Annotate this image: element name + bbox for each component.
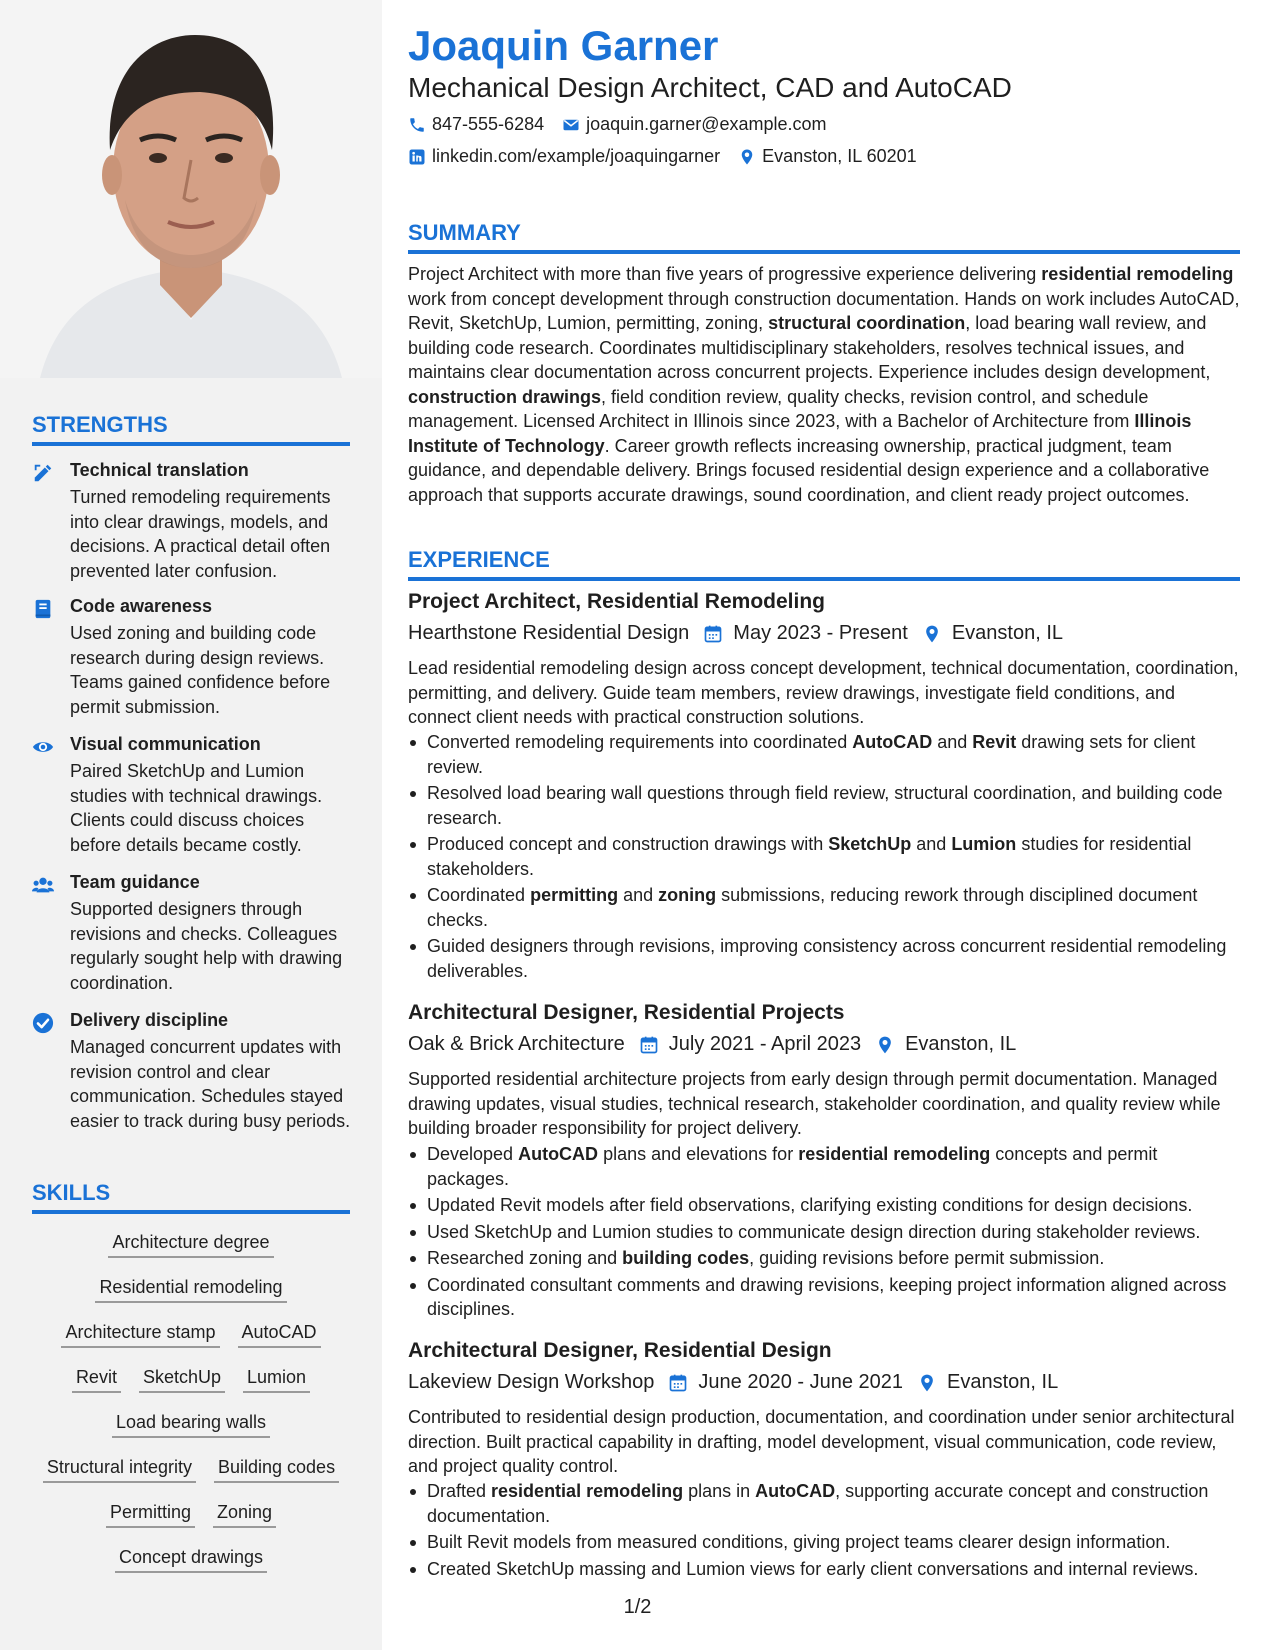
summary-highlight: residential remodeling: [1041, 264, 1234, 284]
list-item: Used SketchUp and Lumion studies to communicate design direction during stakeholder reviews.: [408, 1220, 1240, 1245]
contact-row: [408, 114, 827, 135]
skills-list: [32, 1232, 350, 1592]
envelope-icon: [562, 116, 580, 134]
summary-highlight: construction drawings: [408, 386, 602, 407]
job-bullets: [408, 730, 1240, 985]
job-title: Architectural Designer, Residential Projects: [408, 1001, 845, 1024]
pencil-ruler-icon: [32, 462, 54, 484]
book-icon: [32, 598, 54, 620]
company-name: Oak & Brick Architecture: [408, 1033, 625, 1055]
job-location: Evanston, IL: [905, 1033, 1017, 1055]
location-text: Evanston, IL 60201: [762, 146, 917, 166]
job-bullets: [408, 1142, 1240, 1324]
list-item: Drafted residential remodeling plans in AutoCAD, supporting accurate concept and construction documentation.: [408, 1479, 1240, 1528]
sidebar: [0, 0, 382, 1650]
list-item: Coordinated permitting and zoning submissions, reducing rework through disciplined document checks.: [408, 883, 1240, 932]
calendar-icon: [703, 624, 723, 644]
skills-row: [32, 1232, 350, 1277]
candidate-headline: Mechanical Design Architect, CAD and AutoCAD: [408, 72, 1012, 103]
job-bullets: [408, 1479, 1240, 1583]
map-pin-icon: [875, 1035, 895, 1055]
skill-tag: Permitting: [106, 1502, 195, 1528]
skill-tag: Residential remodeling: [95, 1277, 286, 1303]
profile-photo: [0, 0, 382, 378]
job-title: Project Architect, Residential Remodeling: [408, 590, 825, 613]
strength-title: Delivery discipline: [70, 1010, 229, 1030]
summary-highlight: structural coordination: [768, 313, 966, 333]
summary-segment: , load bearing wall review, and building code research. Coordinates multidisciplinary stakeholders, resolves technical issues, and maintains clear documentation across concurrent projects. Experience includes design development,: [408, 313, 1211, 382]
eye-icon: [32, 736, 54, 758]
company-name: Lakeview Design Workshop: [408, 1371, 655, 1393]
candidate-name: Joaquin Garner: [408, 22, 719, 69]
job-dates: June 2020 - June 2021: [698, 1371, 904, 1393]
phone-icon: [408, 116, 426, 134]
contact-row: [408, 146, 917, 167]
job-title: Architectural Designer, Residential Design: [408, 1339, 832, 1362]
job-description: Contributed to residential design production, documentation, and coordination under senior architectural direction. Built practical capability in drafting, model development, visual communication, code review, and project quality control.: [408, 1407, 1235, 1476]
list-item: Updated Revit models after field observations, clarifying existing conditions for design decisions.: [408, 1193, 1240, 1218]
list-item: Resolved load bearing wall questions through field review, structural coordination, and building code research.: [408, 781, 1240, 830]
summary-highlight: Illinois Institute of Technology: [408, 411, 1192, 456]
summary-segment: . Career growth reflects increasing ownership, practical judgment, team guidance, and dependable delivery. Brings focused residential design experience and a collaborative approach that supports accurate drawings, sound coordination, and client ready project outcomes.: [408, 435, 1210, 505]
strength-description: Used zoning and building code research during design reviews. Teams gained confidence before permit submission.: [70, 623, 331, 717]
skills-row: [32, 1412, 350, 1457]
skill-tag: SketchUp: [139, 1367, 225, 1393]
skills-row: [32, 1367, 350, 1412]
skill-tag: Load bearing walls: [112, 1412, 270, 1438]
job-location: Evanston, IL: [951, 622, 1063, 644]
strength-title: Team guidance: [70, 872, 200, 892]
job-meta: [408, 1371, 1058, 1394]
skills-row: [32, 1277, 350, 1322]
strength-title: Visual communication: [70, 734, 261, 754]
job-meta: [408, 622, 1063, 645]
job-dates: May 2023 - Present: [733, 622, 908, 644]
skills-row: [32, 1457, 350, 1502]
phone-number[interactable]: 847-555-6284: [432, 114, 545, 134]
job-location: Evanston, IL: [947, 1371, 1059, 1393]
strength-description: Supported designers through revisions and checks. Colleagues regularly sought help with drawing coordination.: [70, 899, 343, 993]
list-item: Produced concept and construction drawings with SketchUp and Lumion studies for residential stakeholders.: [408, 832, 1240, 881]
job-dates: July 2021 - April 2023: [668, 1033, 862, 1055]
skills-row: [32, 1322, 350, 1367]
strength-title: Code awareness: [70, 596, 213, 616]
list-item: Converted remodeling requirements into coordinated AutoCAD and Revit drawing sets for client review.: [408, 730, 1240, 779]
list-item: Developed AutoCAD plans and elevations for residential remodeling concepts and permit packages.: [408, 1142, 1240, 1191]
summary-segment: , field condition review, quality checks, revision control, and schedule management. Licensed Architect in Illinois since 2023, with a Bachelor of Architecture from: [408, 386, 1149, 431]
strength-title: Technical translation: [70, 460, 249, 480]
linkedin-icon: [408, 148, 426, 166]
calendar-icon: [639, 1035, 659, 1055]
skill-tag: Concept drawings: [115, 1547, 267, 1573]
email-address[interactable]: joaquin.garner@example.com: [586, 114, 827, 134]
skill-tag: Structural integrity: [43, 1457, 196, 1483]
skill-tag: Architecture stamp: [61, 1322, 219, 1348]
strength-description: Turned remodeling requirements into clear drawings, models, and decisions. A practical detail often prevented later confusion.: [70, 487, 331, 581]
strengths-heading: STRENGTHS: [32, 412, 350, 446]
map-pin-icon: [738, 148, 756, 166]
skill-tag: Revit: [72, 1367, 121, 1393]
summary-segment: Project Architect with more than five years of progressive experience delivering: [408, 264, 1042, 284]
list-item: Coordinated consultant comments and drawing revisions, keeping project information aligned across disciplines.: [408, 1273, 1240, 1322]
company-name: Hearthstone Residential Design: [408, 622, 690, 644]
job-description: Lead residential remodeling design across concept development, technical documentation, coordination, permitting, and delivery. Guide team members, review drawings, investigate field conditions, and connect client needs with practical construction solutions.: [408, 658, 1239, 727]
skill-tag: Lumion: [243, 1367, 310, 1393]
list-item: Created SketchUp massing and Lumion views for early client conversations and internal reviews.: [408, 1557, 1240, 1582]
map-pin-icon: [922, 624, 942, 644]
map-pin-icon: [917, 1373, 937, 1393]
page-number: 1/2: [623, 1596, 652, 1618]
list-item: Built Revit models from measured conditions, giving project teams clearer design information.: [408, 1530, 1240, 1555]
job-meta: [408, 1033, 1016, 1056]
summary-segment: work from concept development through construction documentation. Hands on work includes AutoCAD, Revit, SketchUp, Lumion, permitting, zoning,: [408, 288, 1240, 333]
summary-heading: SUMMARY: [408, 220, 1240, 254]
skills-row: [32, 1502, 350, 1547]
skill-tag: Building codes: [214, 1457, 339, 1483]
strength-description: Managed concurrent updates with revision control and clear communication. Schedules stayed easier to track during busy periods.: [70, 1037, 351, 1131]
skill-tag: Zoning: [213, 1502, 276, 1528]
calendar-icon: [668, 1373, 688, 1393]
linkedin-url[interactable]: linkedin.com/example/joaquingarner: [432, 146, 721, 166]
users-icon: [32, 874, 54, 896]
skill-tag: Architecture degree: [108, 1232, 273, 1258]
check-circle-icon: [32, 1012, 54, 1034]
skills-heading: SKILLS: [32, 1180, 350, 1214]
strength-description: Paired SketchUp and Lumion studies with technical drawings. Clients could discuss choices before details became costly.: [70, 761, 323, 855]
skills-row: [32, 1547, 350, 1592]
job-description: Supported residential architecture projects from early design through permit documentation. Managed drawing updates, visual studies, technical research, stakeholder coordination, and quality review while building broader responsibility for project delivery.: [408, 1069, 1221, 1138]
list-item: Researched zoning and building codes, guiding revisions before permit submission.: [408, 1246, 1240, 1271]
skill-tag: AutoCAD: [238, 1322, 321, 1348]
list-item: Guided designers through revisions, improving consistency across concurrent residential remodeling deliverables.: [408, 934, 1240, 983]
summary-text: [408, 262, 1240, 507]
experience-heading: EXPERIENCE: [408, 547, 1240, 581]
